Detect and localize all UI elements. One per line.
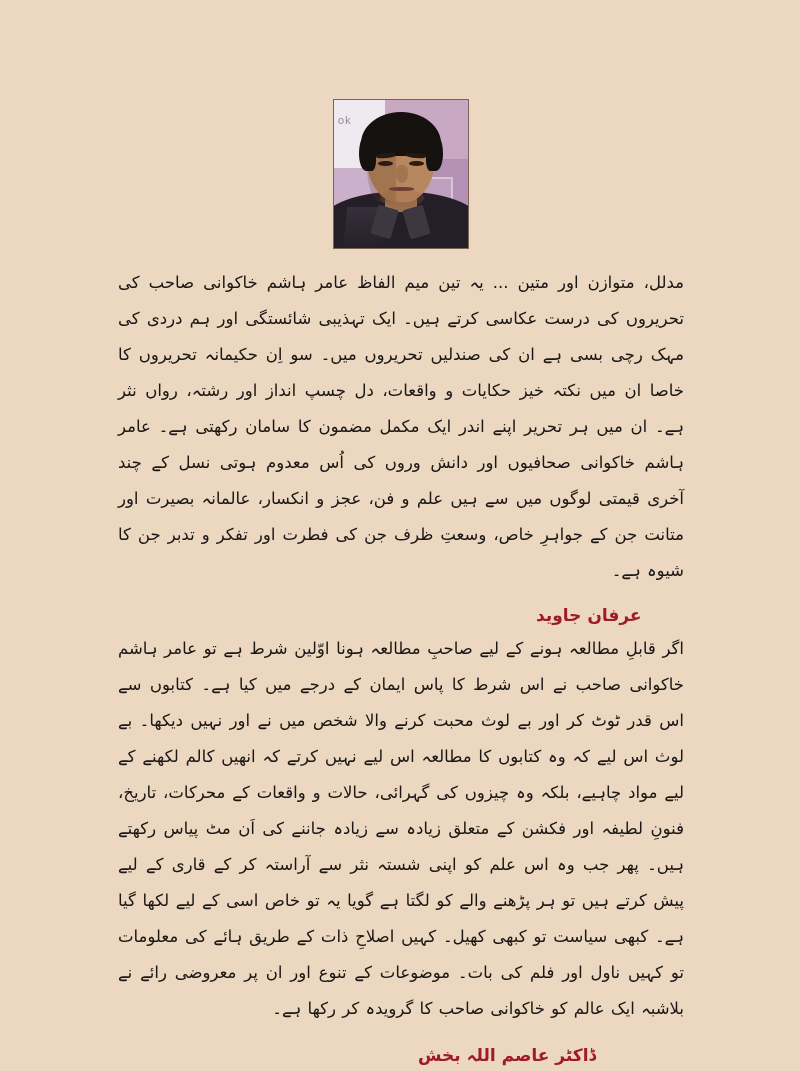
chin [380,189,424,207]
eye-left [378,161,393,166]
testimonial-signature-1: عرفان جاوید [536,606,642,626]
portrait-image [334,100,468,248]
eye-right [409,161,424,166]
testimonial-body-1: مدلل، متوازن اور متین ... یہ تین میم الفاظ عامر ہاشم خاکوانی صاحب کی تحریروں کی درست عکاسی کرتے ہیں۔ ایک تہذیبی شائستگی اور ہم دردی کی مہک رچی بسی ہے ان کی صندلیں تحریروں میں۔ سو اِن حکیمانہ تحریروں کا خاصا ان میں نکتہ خیز حکایات و واقعات، دل چسپ انداز اور رشتہ، رواں نثر ہے۔ ان میں ہر تحریر اپنے اندر ایک مکمل مضمون کا سامان رکھتی ہے۔ عامر ہاشم خاکوانی صحافیوں اور دانش وروں کی اُس معدوم ہوتی نسل کے چند آخری قیمتی لوگوں میں سے ہیں علم و فن، عجز و انکسار، عالمانہ بصیرت اور متانت جن کے جواہرِ خاص، وسعتِ ظرف جن کی فطرت اور تفکر و تدبر جن کا شیوہ ہے۔ [118,273,684,580]
testimonials-container [118,265,684,1071]
nose [396,165,408,183]
subject-hair-left [359,133,375,171]
testimonial-signature-2: ڈاکٹر عاصم اللہ بخش [418,1046,597,1066]
author-portrait-photo [333,99,469,249]
backdrop-logo-text: ok [338,114,352,127]
testimonial-body-2: اگر قابلِ مطالعہ ہونے کے لیے صاحبِ مطالعہ ہونا اوّلین شرط ہے تو عامر ہاشم خاکوانی صاحب نے اس شرط کا پاس ایمان کے درجے میں کیا ہے۔ کتابوں سے اس قدر ٹوٹ کر اور بے لوث محبت کرنے والا شخص میں نے اور نہیں دیکھا۔ بے لوث اس لیے کہ وہ کتابوں کا مطالعہ اس لیے نہیں کرتے کہ انھیں کالم لکھنے کے لیے مواد چاہیے، بلکہ وہ چیزوں کی گہرائی، حالات و واقعات کے محرکات، تاریخ، فنونِ لطیفہ اور فکشن کے متعلق زیادہ سے زیادہ جاننے کی اَن مٹ پیاس رکھتے ہیں۔ پھر جب وہ اس علم کو اپنی شستہ نثر سے آراستہ کر کے قاری کے لیے پیش کرتے ہیں تو ہر پڑھنے والے کو لگتا ہے گویا یہ تو خاص اسی کے لیے لکھا گیا ہے۔ کبھی سیاست تو کبھی کھیل۔ کہیں اصلاحِ ذات کے طریق ہائے کی معلومات تو کہیں ناول اور فلم کی بات۔ موضوعات کے تنوع اور ان پر معروضی رائے نے بلاشبہ ایک عالم کو خاکوانی صاحب کا گرویدہ کر رکھا ہے۔ [118,639,684,1018]
subject-hair-right [426,133,442,171]
